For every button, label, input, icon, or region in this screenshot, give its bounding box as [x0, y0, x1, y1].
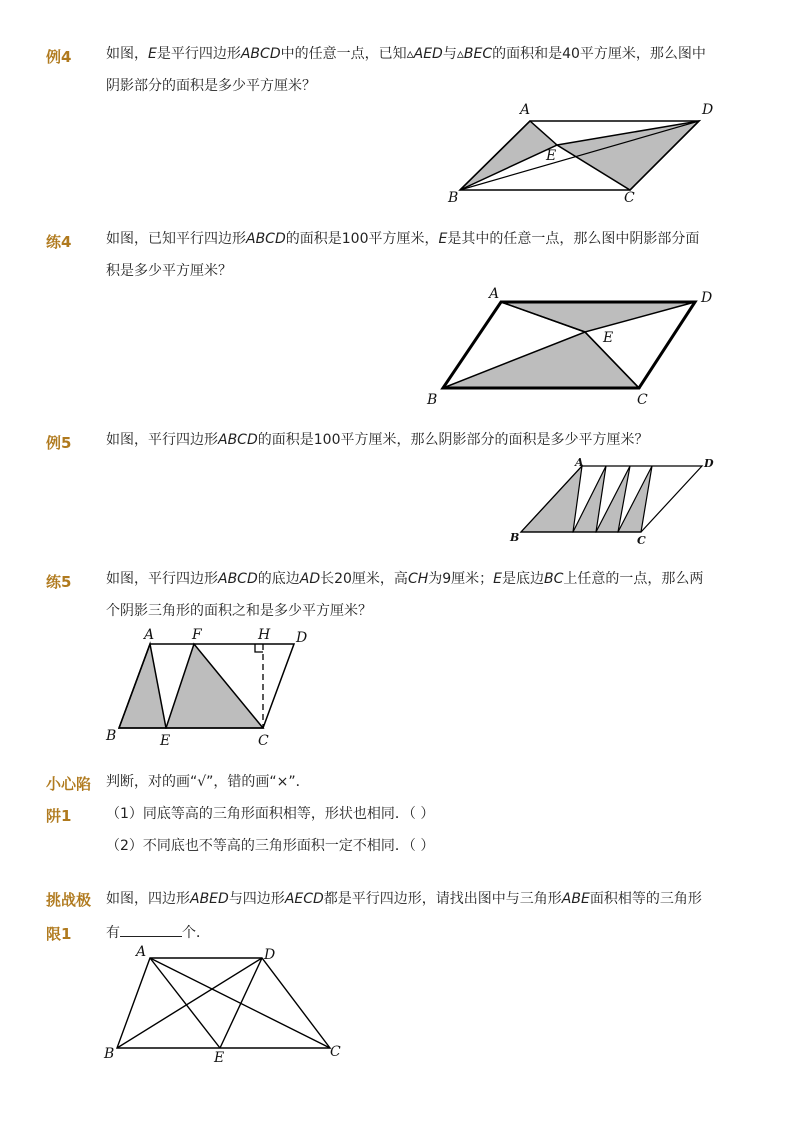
challenge-figure	[100, 940, 350, 1065]
challenge-point-b: B	[104, 1046, 115, 1062]
challenge-label-line1: 挑战极	[46, 891, 92, 909]
pr4-point-d: D	[701, 290, 713, 306]
ex4-question: 如图，E是平行四边形ABCD中的任意一点，已知▵AED与▵BEC的面积和是40平方厘米，那么图中 阴影部分的面积是多少平方厘米？	[106, 46, 706, 94]
challenge-point-e: E	[214, 1050, 225, 1065]
ex5-label: 例5	[46, 434, 72, 452]
pr5-point-e: E	[160, 733, 171, 749]
pr5-point-f: F	[192, 627, 202, 643]
trap-label-line1: 小心陷	[46, 775, 92, 793]
pr5-point-a: A	[144, 627, 155, 643]
challenge-point-a: A	[136, 944, 147, 960]
challenge-trapezoid	[117, 958, 330, 1048]
pr4-figure	[425, 282, 725, 412]
ex4-point-c: C	[624, 190, 635, 206]
challenge-point-c: C	[330, 1044, 341, 1060]
ex4-figure	[440, 100, 730, 210]
pr4-point-a: A	[489, 286, 500, 302]
ex4-point-a: A	[520, 102, 531, 118]
trap-label-line2: 阱1	[46, 807, 72, 825]
pr5-point-b: B	[106, 728, 117, 744]
pr5-point-d: D	[296, 630, 308, 646]
trap-intro: 判断，对的画“√”，错的画“×”．	[106, 774, 310, 790]
pr5-right-angle	[255, 644, 263, 652]
challenge-label-line2: 限1	[46, 925, 72, 943]
pr4-shaded-top	[501, 302, 695, 332]
pr5-figure	[100, 622, 320, 752]
pr4-point-c: C	[637, 392, 648, 408]
trap-item-1: （1）同底等高的三角形面积相等，形状也相同．（ ）	[106, 806, 435, 822]
ex4-shaded-left	[460, 121, 557, 190]
challenge-point-d: D	[264, 947, 276, 963]
ex4-point-b: B	[448, 190, 459, 206]
pr4-question: 如图，已知平行四边形ABCD的面积是100平方厘米，E是其中的任意一点，那么图中阴影部分面 积是多少平方厘米？	[106, 231, 700, 279]
pr5-shaded-1	[119, 644, 166, 728]
pr4-point-e: E	[603, 330, 614, 346]
pr5-point-h: H	[258, 627, 271, 643]
pr4-point-b: B	[427, 392, 438, 408]
pr5-point-c: C	[258, 733, 269, 749]
ex5-figure	[508, 455, 718, 547]
ex4-label: 例4	[46, 48, 72, 66]
ex4-point-e: E	[546, 148, 557, 164]
ex5-point-d: D	[704, 457, 714, 470]
ex4-point-d: D	[702, 102, 714, 118]
ex5-point-a: A	[575, 456, 584, 469]
challenge-question: 如图，四边形ABED与四边形AECD都是平行四边形，请找出图中与三角形ABE面积相等的三角形 有 个．	[106, 891, 702, 941]
ex5-point-c: C	[637, 534, 646, 547]
ex5-question: 如图，平行四边形ABCD的面积是100平方厘米，那么阴影部分的面积是多少平方厘米？	[106, 432, 649, 448]
ex5-point-b: B	[510, 531, 520, 544]
pr5-shaded-2	[166, 644, 263, 728]
pr4-label: 练4	[46, 233, 72, 251]
pr5-question: 如图，平行四边形ABCD的底边AD长20厘米，高CH为9厘米；E是底边BC上任意的一点，那么两 个阴影三角形的面积之和是多少平方厘米？	[106, 571, 704, 619]
trap-item-2: （2）不同底也不等高的三角形面积一定不相同．（ ）	[106, 838, 435, 854]
answer-blank[interactable]	[120, 922, 182, 937]
pr5-label: 练5	[46, 573, 72, 591]
